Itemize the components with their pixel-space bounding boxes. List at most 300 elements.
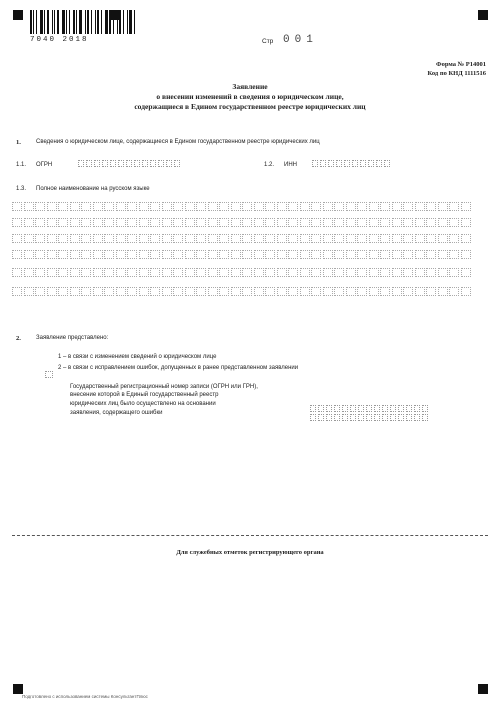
input-cell[interactable] <box>58 234 68 243</box>
input-cell[interactable] <box>162 268 172 277</box>
input-cell[interactable] <box>162 234 172 243</box>
input-cell[interactable] <box>70 287 80 296</box>
input-cell[interactable] <box>346 250 356 259</box>
input-cell[interactable] <box>127 218 137 227</box>
input-cell[interactable] <box>231 250 241 259</box>
input-cell[interactable] <box>438 202 448 211</box>
input-cell[interactable] <box>116 287 126 296</box>
input-cell[interactable] <box>288 234 298 243</box>
input-cell[interactable] <box>265 268 275 277</box>
input-cell[interactable] <box>414 405 420 412</box>
input-cell[interactable] <box>403 287 413 296</box>
input-cell[interactable] <box>93 268 103 277</box>
input-cell[interactable] <box>277 202 287 211</box>
name-grid-row[interactable] <box>12 218 471 227</box>
input-cell[interactable] <box>127 234 137 243</box>
option-checkbox[interactable] <box>45 365 53 383</box>
input-cell[interactable] <box>390 405 396 412</box>
input-cell[interactable] <box>328 160 334 167</box>
name-grid-row[interactable] <box>12 250 471 259</box>
input-cell[interactable] <box>277 268 287 277</box>
input-cell[interactable] <box>310 405 316 412</box>
input-cell[interactable] <box>461 234 471 243</box>
input-cell[interactable] <box>398 405 404 412</box>
input-cell[interactable] <box>70 202 80 211</box>
input-cell[interactable] <box>12 202 22 211</box>
input-cell[interactable] <box>438 218 448 227</box>
input-cell[interactable] <box>196 287 206 296</box>
input-cell[interactable] <box>231 202 241 211</box>
input-cell[interactable] <box>406 414 412 421</box>
input-cell[interactable] <box>196 202 206 211</box>
input-cell[interactable] <box>334 202 344 211</box>
input-cell[interactable] <box>342 405 348 412</box>
input-cell[interactable] <box>208 250 218 259</box>
input-cell[interactable] <box>360 160 366 167</box>
input-cell[interactable] <box>380 250 390 259</box>
input-cell[interactable] <box>219 250 229 259</box>
input-cell[interactable] <box>35 250 45 259</box>
input-cell[interactable] <box>374 414 380 421</box>
input-cell[interactable] <box>312 160 318 167</box>
input-cell[interactable] <box>346 287 356 296</box>
input-cell[interactable] <box>12 218 22 227</box>
input-cell[interactable] <box>449 287 459 296</box>
ogrn-field[interactable] <box>78 160 180 167</box>
input-cell[interactable] <box>134 160 140 167</box>
input-cell[interactable] <box>369 234 379 243</box>
input-cell[interactable] <box>242 202 252 211</box>
input-cell[interactable] <box>426 268 436 277</box>
input-cell[interactable] <box>70 250 80 259</box>
input-cell[interactable] <box>104 268 114 277</box>
input-cell[interactable] <box>277 287 287 296</box>
input-cell[interactable] <box>346 218 356 227</box>
input-cell[interactable] <box>461 287 471 296</box>
input-cell[interactable] <box>300 268 310 277</box>
input-cell[interactable] <box>326 405 332 412</box>
input-cell[interactable] <box>265 234 275 243</box>
input-cell[interactable] <box>12 234 22 243</box>
input-cell[interactable] <box>422 405 428 412</box>
input-cell[interactable] <box>162 202 172 211</box>
input-cell[interactable] <box>139 218 149 227</box>
input-cell[interactable] <box>346 268 356 277</box>
input-cell[interactable] <box>35 268 45 277</box>
input-cell[interactable] <box>70 234 80 243</box>
input-cell[interactable] <box>93 234 103 243</box>
input-cell[interactable] <box>12 250 22 259</box>
input-cell[interactable] <box>116 250 126 259</box>
input-cell[interactable] <box>173 250 183 259</box>
input-cell[interactable] <box>58 250 68 259</box>
input-cell[interactable] <box>323 250 333 259</box>
input-cell[interactable] <box>369 250 379 259</box>
input-cell[interactable] <box>449 202 459 211</box>
input-cell[interactable] <box>323 287 333 296</box>
input-cell[interactable] <box>277 250 287 259</box>
input-cell[interactable] <box>185 268 195 277</box>
input-cell[interactable] <box>173 287 183 296</box>
input-cell[interactable] <box>219 287 229 296</box>
input-cell[interactable] <box>118 160 124 167</box>
input-cell[interactable] <box>369 202 379 211</box>
input-cell[interactable] <box>350 405 356 412</box>
input-cell[interactable] <box>196 250 206 259</box>
input-cell[interactable] <box>323 234 333 243</box>
input-cell[interactable] <box>300 234 310 243</box>
input-cell[interactable] <box>150 250 160 259</box>
input-cell[interactable] <box>58 268 68 277</box>
input-cell[interactable] <box>334 405 340 412</box>
input-cell[interactable] <box>334 287 344 296</box>
input-cell[interactable] <box>93 287 103 296</box>
input-cell[interactable] <box>24 287 34 296</box>
input-cell[interactable] <box>461 268 471 277</box>
input-cell[interactable] <box>403 268 413 277</box>
input-cell[interactable] <box>126 160 132 167</box>
input-cell[interactable] <box>139 234 149 243</box>
input-cell[interactable] <box>318 405 324 412</box>
input-cell[interactable] <box>24 268 34 277</box>
input-cell[interactable] <box>438 234 448 243</box>
input-cell[interactable] <box>231 268 241 277</box>
input-cell[interactable] <box>208 287 218 296</box>
input-cell[interactable] <box>288 218 298 227</box>
input-cell[interactable] <box>461 250 471 259</box>
input-cell[interactable] <box>311 234 321 243</box>
input-cell[interactable] <box>219 234 229 243</box>
input-cell[interactable] <box>104 250 114 259</box>
input-cell[interactable] <box>300 287 310 296</box>
input-cell[interactable] <box>47 287 57 296</box>
input-cell[interactable] <box>47 218 57 227</box>
input-cell[interactable] <box>231 218 241 227</box>
input-cell[interactable] <box>403 234 413 243</box>
input-cell[interactable] <box>196 218 206 227</box>
input-cell[interactable] <box>326 414 332 421</box>
input-cell[interactable] <box>208 268 218 277</box>
input-cell[interactable] <box>380 287 390 296</box>
input-cell[interactable] <box>139 202 149 211</box>
input-cell[interactable] <box>334 234 344 243</box>
input-cell[interactable] <box>150 160 156 167</box>
input-cell[interactable] <box>374 405 380 412</box>
input-cell[interactable] <box>392 202 402 211</box>
input-cell[interactable] <box>254 268 264 277</box>
input-cell[interactable] <box>368 160 374 167</box>
input-cell[interactable] <box>158 160 164 167</box>
input-cell[interactable] <box>139 250 149 259</box>
input-cell[interactable] <box>415 250 425 259</box>
input-cell[interactable] <box>78 160 84 167</box>
input-cell[interactable] <box>196 268 206 277</box>
input-cell[interactable] <box>300 218 310 227</box>
input-cell[interactable] <box>81 234 91 243</box>
input-cell[interactable] <box>358 414 364 421</box>
input-cell[interactable] <box>426 218 436 227</box>
input-cell[interactable] <box>415 202 425 211</box>
input-cell[interactable] <box>392 287 402 296</box>
input-cell[interactable] <box>173 234 183 243</box>
input-cell[interactable] <box>242 287 252 296</box>
input-cell[interactable] <box>438 287 448 296</box>
input-cell[interactable] <box>366 414 372 421</box>
input-cell[interactable] <box>24 234 34 243</box>
input-cell[interactable] <box>127 202 137 211</box>
input-cell[interactable] <box>336 160 342 167</box>
input-cell[interactable] <box>24 218 34 227</box>
input-cell[interactable] <box>334 414 340 421</box>
name-grid-row[interactable] <box>12 268 471 277</box>
input-cell[interactable] <box>288 268 298 277</box>
input-cell[interactable] <box>323 268 333 277</box>
input-cell[interactable] <box>318 414 324 421</box>
input-cell[interactable] <box>185 202 195 211</box>
input-cell[interactable] <box>352 160 358 167</box>
input-cell[interactable] <box>254 250 264 259</box>
input-cell[interactable] <box>254 218 264 227</box>
input-cell[interactable] <box>139 287 149 296</box>
input-cell[interactable] <box>357 268 367 277</box>
input-cell[interactable] <box>35 234 45 243</box>
input-cell[interactable] <box>127 287 137 296</box>
input-cell[interactable] <box>265 287 275 296</box>
input-cell[interactable] <box>102 160 108 167</box>
input-cell[interactable] <box>414 414 420 421</box>
input-cell[interactable] <box>392 268 402 277</box>
input-cell[interactable] <box>357 250 367 259</box>
input-cell[interactable] <box>81 268 91 277</box>
input-cell[interactable] <box>162 287 172 296</box>
input-cell[interactable] <box>382 405 388 412</box>
inn-field[interactable] <box>312 160 390 167</box>
input-cell[interactable] <box>438 268 448 277</box>
input-cell[interactable] <box>58 287 68 296</box>
input-cell[interactable] <box>150 218 160 227</box>
input-cell[interactable] <box>166 160 172 167</box>
input-cell[interactable] <box>415 287 425 296</box>
error-record-number-field[interactable] <box>310 405 428 412</box>
input-cell[interactable] <box>254 287 264 296</box>
input-cell[interactable] <box>162 218 172 227</box>
input-cell[interactable] <box>254 234 264 243</box>
input-cell[interactable] <box>173 218 183 227</box>
input-cell[interactable] <box>35 218 45 227</box>
input-cell[interactable] <box>346 234 356 243</box>
input-cell[interactable] <box>173 268 183 277</box>
input-cell[interactable] <box>415 234 425 243</box>
input-cell[interactable] <box>369 218 379 227</box>
input-cell[interactable] <box>185 250 195 259</box>
input-cell[interactable] <box>196 234 206 243</box>
input-cell[interactable] <box>311 250 321 259</box>
input-cell[interactable] <box>342 414 348 421</box>
input-cell[interactable] <box>265 218 275 227</box>
input-cell[interactable] <box>219 218 229 227</box>
input-cell[interactable] <box>116 202 126 211</box>
input-cell[interactable] <box>380 202 390 211</box>
input-cell[interactable] <box>277 234 287 243</box>
input-cell[interactable] <box>150 287 160 296</box>
input-cell[interactable] <box>12 268 22 277</box>
input-cell[interactable] <box>288 202 298 211</box>
input-cell[interactable] <box>219 268 229 277</box>
input-cell[interactable] <box>288 250 298 259</box>
input-cell[interactable] <box>392 250 402 259</box>
input-cell[interactable] <box>174 160 180 167</box>
input-cell[interactable] <box>93 250 103 259</box>
input-cell[interactable] <box>47 268 57 277</box>
input-cell[interactable] <box>311 268 321 277</box>
input-cell[interactable] <box>461 218 471 227</box>
input-cell[interactable] <box>357 202 367 211</box>
input-cell[interactable] <box>357 234 367 243</box>
input-cell[interactable] <box>392 234 402 243</box>
input-cell[interactable] <box>12 287 22 296</box>
error-record-number-field-2[interactable] <box>310 414 428 421</box>
input-cell[interactable] <box>358 405 364 412</box>
input-cell[interactable] <box>231 287 241 296</box>
input-cell[interactable] <box>47 234 57 243</box>
input-cell[interactable] <box>310 414 316 421</box>
input-cell[interactable] <box>323 218 333 227</box>
input-cell[interactable] <box>357 287 367 296</box>
input-cell[interactable] <box>81 250 91 259</box>
input-cell[interactable] <box>208 218 218 227</box>
input-cell[interactable] <box>288 287 298 296</box>
input-cell[interactable] <box>139 268 149 277</box>
input-cell[interactable] <box>426 250 436 259</box>
input-cell[interactable] <box>311 202 321 211</box>
input-cell[interactable] <box>403 202 413 211</box>
input-cell[interactable] <box>93 202 103 211</box>
input-cell[interactable] <box>185 218 195 227</box>
input-cell[interactable] <box>398 414 404 421</box>
input-cell[interactable] <box>81 218 91 227</box>
input-cell[interactable] <box>173 202 183 211</box>
input-cell[interactable] <box>94 160 100 167</box>
input-cell[interactable] <box>162 250 172 259</box>
input-cell[interactable] <box>116 218 126 227</box>
input-cell[interactable] <box>110 160 116 167</box>
input-cell[interactable] <box>426 202 436 211</box>
input-cell[interactable] <box>47 250 57 259</box>
input-cell[interactable] <box>150 202 160 211</box>
input-cell[interactable] <box>58 202 68 211</box>
input-cell[interactable] <box>346 202 356 211</box>
input-cell[interactable] <box>323 202 333 211</box>
input-cell[interactable] <box>104 287 114 296</box>
name-grid-row[interactable] <box>12 234 471 243</box>
input-cell[interactable] <box>142 160 148 167</box>
input-cell[interactable] <box>449 234 459 243</box>
input-cell[interactable] <box>311 287 321 296</box>
input-cell[interactable] <box>438 250 448 259</box>
input-cell[interactable] <box>70 218 80 227</box>
input-cell[interactable] <box>265 202 275 211</box>
input-cell[interactable] <box>242 250 252 259</box>
input-cell[interactable] <box>380 268 390 277</box>
input-cell[interactable] <box>127 250 137 259</box>
input-cell[interactable] <box>392 218 402 227</box>
input-cell[interactable] <box>369 287 379 296</box>
input-cell[interactable] <box>403 250 413 259</box>
input-cell[interactable] <box>242 218 252 227</box>
input-cell[interactable] <box>81 202 91 211</box>
input-cell[interactable] <box>380 218 390 227</box>
input-cell[interactable] <box>406 405 412 412</box>
input-cell[interactable] <box>300 202 310 211</box>
input-cell[interactable] <box>426 287 436 296</box>
input-cell[interactable] <box>116 268 126 277</box>
input-cell[interactable] <box>380 234 390 243</box>
input-cell[interactable] <box>116 234 126 243</box>
input-cell[interactable] <box>311 218 321 227</box>
name-grid-row[interactable] <box>12 287 471 296</box>
input-cell[interactable] <box>277 218 287 227</box>
input-cell[interactable] <box>219 202 229 211</box>
input-cell[interactable] <box>35 287 45 296</box>
input-cell[interactable] <box>185 234 195 243</box>
input-cell[interactable] <box>334 268 344 277</box>
input-cell[interactable] <box>81 287 91 296</box>
input-cell[interactable] <box>376 160 382 167</box>
input-cell[interactable] <box>449 218 459 227</box>
input-cell[interactable] <box>104 234 114 243</box>
input-cell[interactable] <box>403 218 413 227</box>
input-cell[interactable] <box>300 250 310 259</box>
input-cell[interactable] <box>350 414 356 421</box>
name-grid-row[interactable] <box>12 202 471 211</box>
input-cell[interactable] <box>422 414 428 421</box>
input-cell[interactable] <box>70 268 80 277</box>
input-cell[interactable] <box>185 287 195 296</box>
input-cell[interactable] <box>366 405 372 412</box>
input-cell[interactable] <box>449 268 459 277</box>
input-cell[interactable] <box>150 234 160 243</box>
input-cell[interactable] <box>390 414 396 421</box>
input-cell[interactable] <box>35 202 45 211</box>
input-cell[interactable] <box>334 250 344 259</box>
input-cell[interactable] <box>426 234 436 243</box>
input-cell[interactable] <box>461 202 471 211</box>
input-cell[interactable] <box>415 218 425 227</box>
input-cell[interactable] <box>208 202 218 211</box>
input-cell[interactable] <box>254 202 264 211</box>
input-cell[interactable] <box>382 414 388 421</box>
input-cell[interactable] <box>265 250 275 259</box>
input-cell[interactable] <box>415 268 425 277</box>
input-cell[interactable] <box>104 202 114 211</box>
input-cell[interactable] <box>344 160 350 167</box>
input-cell[interactable] <box>58 218 68 227</box>
input-cell[interactable] <box>357 218 367 227</box>
input-cell[interactable] <box>127 268 137 277</box>
input-cell[interactable] <box>384 160 390 167</box>
input-cell[interactable] <box>334 218 344 227</box>
input-cell[interactable] <box>93 218 103 227</box>
input-cell[interactable] <box>242 234 252 243</box>
input-cell[interactable] <box>231 234 241 243</box>
input-cell[interactable] <box>150 268 160 277</box>
input-cell[interactable] <box>24 202 34 211</box>
input-cell[interactable] <box>242 268 252 277</box>
input-cell[interactable] <box>86 160 92 167</box>
input-cell[interactable] <box>320 160 326 167</box>
input-cell[interactable] <box>47 202 57 211</box>
input-cell[interactable] <box>104 218 114 227</box>
